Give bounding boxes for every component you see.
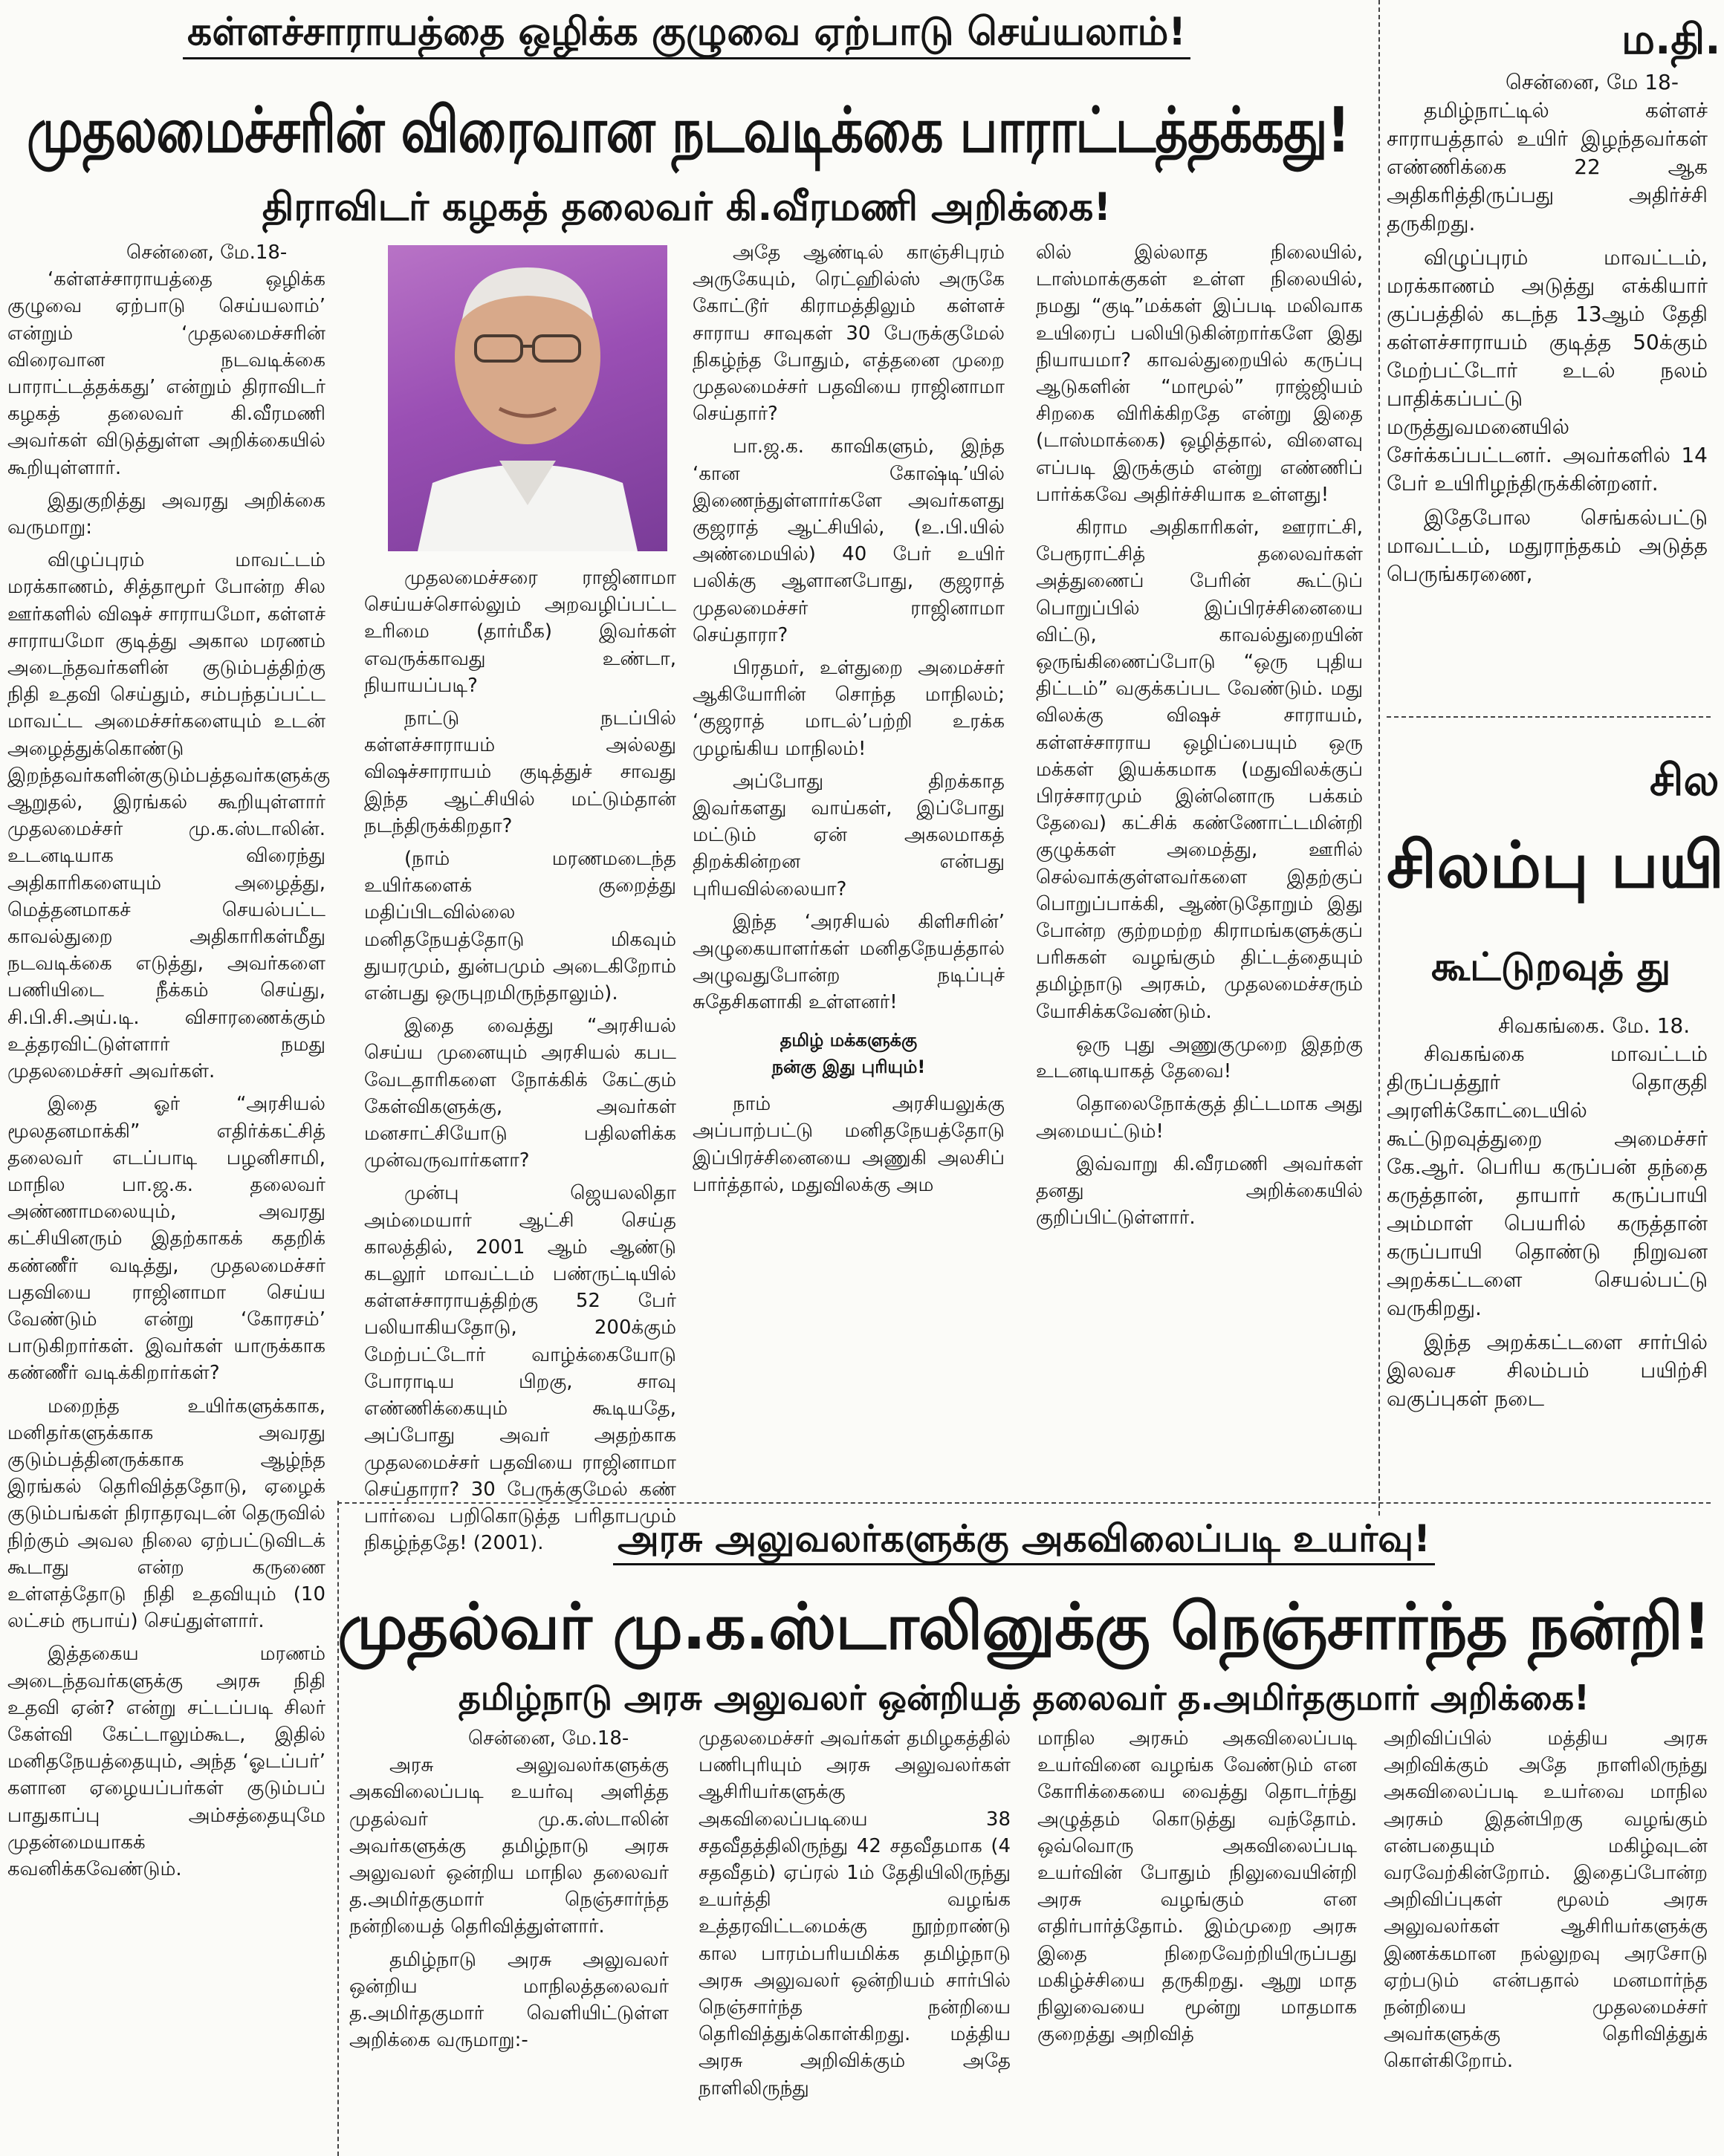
article1-kicker xyxy=(0,6,1373,58)
article1-col3-subhead-line2: நன்கு இது புரியும்! xyxy=(771,1056,926,1077)
article2-col2-para: முதலமைச்சர் அவர்கள் தமிழகத்தில் பணிபுரியும் அரசு அலுவலர்கள் ஆசிரியர்களுக்கு அகவிலைப்படியை 38 சதவீதத்திலிருந்து 42 சதவீதமாக (4 சதவீதம்) ஏப்ரல் 1ம் தேதியிலிருந்து உயர்த்தி வழங்க உத்தரவிட்டமைக்கு நூற்றாண்டு கால பாரம்பரியமிக்க தமிழ்நாடு அரசு அலுவலர் ஒன்றியம் சார்பில் நெஞ்சார்ந்த நன்றியை தெரிவித்துக்கொள்கிறது. மத்திய அரசு அறிவிக்கும் அதே நாளிலிருந்து xyxy=(699,1727,1011,2100)
article1-column-3 xyxy=(693,239,1005,1480)
article2-col1-para: தமிழ்நாடு அரசு அலுவலர் ஒன்றிய மாநிலத்தலைவர் த.அமிர்தகுமார் வெளியிட்டுள்ள அறிக்கை வருமாறு:- xyxy=(349,1948,669,2052)
article1-col4-para: தொலைநோக்குத் திட்டமாக அது அமையட்டும்! xyxy=(1036,1093,1363,1143)
sidebar1-body xyxy=(1387,68,1708,678)
article1-kicker-text: கள்ளச்சாராயத்தை ஒழிக்க குழுவை ஏற்பாடு செய்யலாம்! xyxy=(183,10,1190,59)
article1-col3-subhead xyxy=(693,1027,1005,1080)
sidebar1-para: இதேபோல செங்கல்பட்டு மாவட்டம், மதுராந்தகம் அடுத்த பெருங்கரணை, xyxy=(1387,505,1708,586)
article1-column-1 xyxy=(7,239,331,1880)
article2-col4-para: அறிவிப்பில் மத்திய அரசு அறிவிக்கும் அதே நாளிலிருந்து அகவிலைப்படி உயர்வை மாநில அரசும் இதன்பிறகு வழங்கும் என்பதையும் மகிழ்வுடன் வரவேற்கின்றோம். இதைப்போன்ற அறிவிப்புகள் மூலம் அரசு அலுவலர்கள் ஆசிரியர்களுக்கு இணக்கமான நல்லுறவு அரசோடு ஏற்படும் என்பதால் மனமார்ந்த நன்றியை முதலமைச்சர் அவர்களுக்கு தெரிவித்துக் கொள்கிறோம். xyxy=(1384,1727,1708,2073)
article1-col3-para: பிரதமர், உள்துறை அமைச்சர் ஆகியோரின் சொந்த மாநிலம்; ‘குஜராத் மாடல்’பற்றி உரக்க முழங்கிய மாநிலம்! xyxy=(693,657,1005,760)
portrait-illustration xyxy=(388,245,667,551)
article2-headline: முதல்வர் மு.க.ஸ்டாலினுக்கு நெஞ்சார்ந்த நன்றி! xyxy=(337,1590,1711,1664)
article1-col4-para: கிராம அதிகாரிகள், ஊராட்சி, பேரூராட்சித் தலைவர்கள் அத்துணைப் பேரின் கூட்டுப் பொறுப்பில் இப்பிரச்சினையை விட்டு, காவல்துறையின் ஒருங்கிணைப்போடு “ஒரு புதிய திட்டம்” வகுக்கப்பட வேண்டும். மது விலக்கு விஷச் சாராயம், கள்ளச்சாராய ஒழிப்பையும் ஒரு மக்கள் இயக்கமாக (மதுவிலக்குப் பிரச்சாரமும் இன்னொரு பக்கம் தேவை) கட்சிக் கண்ணோட்டமின்றி குழுக்கள் அமைத்து, ஊரில் செல்வாக்குள்ளவர்களை இதற்குப் பொறுப்பாக்கி, ஆண்டுதோறும் இது போன்ற குற்றமற்ற கிராமங்களுக்குப் பரிசுகள் வழங்கும் திட்டத்தையும் தமிழ்நாடு அரசும், முதலமைச்சரும் யோசிக்கவேண்டும். xyxy=(1036,516,1363,1023)
article2-subhead: தமிழ்நாடு அரசு அலுவலர் ஒன்றியத் தலைவர் த.அமிர்தகுமார் அறிக்கை! xyxy=(458,1678,1590,1718)
sidebar1-para: விழுப்புரம் மாவட்டம், மரக்காணம் அடுத்து எக்கியார் குப்பத்தில் கடந்த 13ஆம் தேதி கள்ளச்சாராயம் குடித்த 50க்கும் மேற்பட்டோர் உடல் நலம் பாதிக்கப்பட்டு மருத்துவமனையில் சேர்க்கப்பட்டனர். அவர்களில் 14 பேர் உயிரிழந்திருக்கின்றனர். xyxy=(1387,245,1708,496)
article2-dateline: சென்னை, மே.18- xyxy=(468,1727,629,1750)
article1-col3-para: இந்த ‘அரசியல் கிளிசரின்’ அழுகையாளர்கள் மனிதநேயத்தால் அழுவதுபோன்ற நடிப்புச் சுதேசிகளாகி உள்ளனர்! xyxy=(693,910,1005,1014)
article1-column-4 xyxy=(1036,239,1363,1480)
article-divider xyxy=(337,1502,1711,1504)
sidebar2-subhead-text: கூட்டுறவுத் து xyxy=(1431,945,1671,990)
article2-column-2 xyxy=(699,1725,1011,2156)
article1-col3-para: நாம் அரசியலுக்கு அப்பாற்பட்டு மனிதநேயத்தோடு இப்பிரச்சினையை அணுகி அலசிப் பார்த்தால், மதுவிலக்கு அம xyxy=(693,1093,1005,1196)
article1-col4-para: ஒரு புது அணுகுமுறை இதற்கு உடனடியாகத் தேவை! xyxy=(1036,1033,1363,1083)
article2-column-4 xyxy=(1384,1725,1708,2156)
sidebar-divider xyxy=(1387,716,1711,718)
sidebar2-subhead xyxy=(1387,938,1711,997)
sidebar2-para: சிவகங்கை மாவட்டம் திருப்பத்தூர் தொகுதி அரளிக்கோட்டையில் கூட்டுறவுத்துறை அமைச்சர் கே.ஆர். பெரிய கருப்பன் தந்தை கருத்தான், தாயார் கருப்பாயி அம்மாள் பெயரில் கருத்தான் கருப்பாயி தொண்டு நிறுவன அறக்கட்டளை செயல்பட்டு வருகிறது. xyxy=(1387,1042,1708,1320)
article2-column-1 xyxy=(349,1725,669,2156)
sidebar2-body xyxy=(1387,1012,1708,1495)
author-photo xyxy=(388,245,667,551)
article1-col2-para: (நாம் மரணமடைந்த உயிர்களைக் குறைத்து மதிப்பிடவில்லை மனிதநேயத்தோடு மிகவும் துயரமும், துன்பமும் அடைகிறோம் என்பது ஒருபுறமிருந்தாலும்). xyxy=(364,848,676,1005)
article1-col4-para: லில் இல்லாத நிலையில், டாஸ்மாக்குகள் உள்ள நிலையில், நமது “குடி”மக்கள் இப்படி மலிவாக உயிரைப் பலியிடுகின்றார்களே இது நியாயமா? காவல்துறையில் கருப்பு ஆடுகளின் “மாமூல்” ராஜ்ஜியம் சிறகை விரிக்கிறதே என்று இதை (டாஸ்மாக்கை) ஒழித்தால், விளைவு எப்படி இருக்கும் என்று எண்ணிப் பார்க்கவே அதிர்ச்சியாக உள்ளது! xyxy=(1036,241,1363,506)
article1-col1-para: இதுகுறித்து அவரது அறிக்கை வருமாறு: xyxy=(7,489,325,539)
column-divider-right xyxy=(1378,0,1380,1516)
article1-col1-para: மறைந்த உயிர்களுக்காக, மனிதர்களுக்காக அவரது குடும்பத்தினருக்காக ஆழ்ந்த இரங்கல் தெரிவித்ததோடு, ஏழைக் குடும்பங்கள் நிராதரவுடன் தெருவில் நிற்கும் அவல நிலை ஏற்பட்டுவிடக் கூடாது என்ற கருணை உள்ளத்தோடு நிதி உதவியும் (10 லட்சம் ரூபாய்) செய்துள்ளார். xyxy=(7,1394,325,1633)
article1-col2-para: நாட்டு நடப்பில் கள்ளச்சாராயம் அல்லது விஷச்சாராயம் குடித்துச் சாவது இந்த ஆட்சியில் மட்டும்தான் நடந்திருக்கிறதா? xyxy=(364,707,676,837)
sidebar2-dateline: சிவகங்கை. மே. 18. xyxy=(1498,1013,1691,1038)
article2-col1-para: அரசு அலுவலர்களுக்கு அகவிலைப்படி உயர்வு அளித்த முதல்வர் மு.க.ஸ்டாலின் அவர்களுக்கு தமிழ்நாடு அரசு அலுவலர் ஒன்றிய மாநில தலைவர் த.அமிர்தகுமார் நெஞ்சார்ந்த நன்றியைத் தெரிவித்துள்ளார். xyxy=(349,1754,669,1938)
article1-col1-para: விழுப்புரம் மாவட்டம் மரக்காணம், சித்தாமூர் போன்ற சில ஊர்களில் விஷச் சாராயமோ, கள்ளச் சாராயமோ குடித்து அகால மரணம் அடைந்தவர்களின் குடும்பத்திற்கு நிதி உதவி செய்தும், சம்பந்தப்பட்ட மாவட்ட அமைச்சர்களையும் உடன் அழைத்துக்கொண்டு இறந்தவர்களின்குடும்பத்தவர்களுக்கு ஆறுதல், இரங்கல் கூறியுள்ளார் முதலமைச்சர் மு.க.ஸ்டாலின். உடனடியாக விரைந்து அதிகாரிகளையும் அழைத்து, மெத்தனமாகச் செயல்பட்ட காவல்துறை அதிகாரிகள்மீது நடவடிக்கை எடுத்து, அவர்களை பணியிடை நீக்கம் செய்து, சி.பி.சி.அய்.டி. விசாரணைக்கும் உத்தரவிட்டுள்ளார் நமது முதலமைச்சர் அவர்கள். xyxy=(7,549,331,1083)
sidebar2-para: இந்த அறக்கட்டளை சார்பில் இலவச சிலம்பம் பயிற்சி வகுப்புகள் நடை xyxy=(1387,1330,1708,1411)
article1-col4-para: இவ்வாறு கி.வீரமணி அவர்கள் தனது அறிக்கையில் குறிப்பிட்டுள்ளார். xyxy=(1036,1152,1363,1230)
sidebar2-kicker: சில xyxy=(1650,755,1720,805)
article2-kicker-text: அரசு அலுவலர்களுக்கு அகவிலைப்படி உயர்வு! xyxy=(613,1517,1435,1565)
article1-column-2 xyxy=(364,565,676,1555)
article2-column-3 xyxy=(1037,1725,1357,2156)
sidebar1-dateline: சென்னை, மே 18- xyxy=(1506,70,1679,94)
sidebar2-headline-text: சிலம்பு பயி xyxy=(1387,828,1724,903)
article1-col3-para: அதே ஆண்டில் காஞ்சிபுரம் அருகேயும், ரெட்ஹில்ஸ் அருகே கோட்டூர் கிராமத்திலும் கள்ளச் சாராய சாவுகள் 30 பேருக்குமேல் நிகழ்ந்த போதும், எத்தனை முறை முதலமைச்சர் பதவியை ராஜினாமா செய்தார்? xyxy=(693,241,1005,426)
article1-col3-para: அப்போது திறக்காத இவர்களது வாய்கள், இப்போது மட்டும் ஏன் அகலமாகத் திறக்கின்றன என்பது புரியவில்லையா? xyxy=(693,770,1005,900)
article1-col3-subhead-line1: தமிழ் மக்களுக்கு xyxy=(780,1029,918,1051)
article1-col1-para: இதை ஓர் “அரசியல் மூலதனமாக்கி” எதிர்க்கட்சித் தலைவர் எடப்பாடி பழனிசாமி, மாநில பா.ஜ.க. தலைவர் அண்ணாமலையும், அவரது கட்சியினரும் இதற்காகக் கதறிக் கண்ணீர் வடித்து, முதலமைச்சர் பதவியை ராஜினாமா செய்ய வேண்டும் என்று ‘கோரசம்’ பாடுகிறார்கள். இவர்கள் யாருக்காக கண்ணீர் வடிக்கிறார்கள்? xyxy=(7,1093,325,1385)
article1-headline: முதலமைச்சரின் விரைவான நடவடிக்கை பாராட்டத்தக்கது! xyxy=(27,94,1350,166)
article1-col2-para: இதை வைத்து “அரசியல் செய்ய முனையும் அரசியல் கபட வேடதாரிகளை நோக்கிக் கேட்கும் கேள்விகளுக்கு, அவர்கள் மனசாட்சியோடு பதிலளிக்க முன்வருவார்களா? xyxy=(364,1015,676,1172)
sidebar1-para: தமிழ்நாட்டில் கள்ளச் சாராயத்தால் உயிர் இழந்தவர்கள் எண்ணிக்கை 22 ஆக அதிகரித்திருப்பது அதிர்ச்சி தருகிறது. xyxy=(1387,98,1708,236)
article1-subhead: திராவிடர் கழகத் தலைவர் கி.வீரமணி அறிக்கை! xyxy=(262,185,1112,230)
article1-dateline: சென்னை, மே.18- xyxy=(126,241,288,264)
article2-kicker xyxy=(337,1513,1711,1565)
article2-col3-para: மாநில அரசும் அகவிலைப்படி உயர்வினை வழங்க வேண்டும் என கோரிக்கையை வைத்து தொடர்ந்து அழுத்தம் கொடுத்து வந்தோம். ஒவ்வொரு அகவிலைப்படி உயர்வின் போதும் நிலுவையின்றி அரசு வழங்கும் என எதிர்பார்த்தோம். இம்முறை அரசு இதை நிறைவேற்றியிருப்பது மகிழ்ச்சியை தருகிறது. ஆறு மாத நிலுவையை மூன்று மாதமாக குறைத்து அறிவித் xyxy=(1037,1727,1357,2046)
article1-col1-para: இத்தகைய மரணம் அடைந்தவர்களுக்கு அரசு நிதி உதவி ஏன்? என்று சட்டப்படி சிலர் கேள்வி கேட்டாலும்கூட, இதில் மனிதநேயத்தையும், அந்த ‘ஓடப்பர்’ களான ஏழையப்பர்கள் குடும்பப் பாதுகாப்பு அம்சத்தையுமே முதன்மையாகக் கவனிக்கவேண்டும். xyxy=(7,1643,325,1880)
sidebar1-title: ம.தி. xyxy=(1621,16,1721,64)
sidebar2-headline xyxy=(1387,817,1724,914)
article1-col1-para: ‘கள்ளச்சாராயத்தை ஒழிக்க குழுவை ஏற்பாடு செய்யலாம்’ என்றும் ‘முதலமைச்சரின் விரைவான நடவடிக்கை பாராட்டத்தக்கது’ என்றும் திராவிடர் கழகத் தலைவர் கி.வீரமணி அவர்கள் விடுத்துள்ள அறிக்கையில் கூறியுள்ளார். xyxy=(7,268,325,479)
article1-col3-para: பா.ஜ.க. காவிகளும், இந்த ‘கான கோஷ்டி’யில் இணைந்துள்ளார்களே அவர்களது குஜராத் ஆட்சியில், (உ.பி.யில் அண்மையில்) 40 பேர் உயிர் பலிக்கு ஆளானபோது, குஜராத் முதலமைச்சர் ராஜினாமா செய்தாரா? xyxy=(693,435,1005,646)
article1-col2-para: முன்பு ஜெயலலிதா அம்மையார் ஆட்சி செய்த காலத்தில், 2001 ஆம் ஆண்டு கடலூர் மாவட்டம் பண்ருட்டியில் கள்ளச்சாராயத்திற்கு 52 பேர் பலியாகியதோடு, 200க்கும் மேற்பட்டோர் வாழ்க்கையோடு போராடிய பிறகு, சாவு எண்ணிக்கையும் கூடியதே, அப்போது அவர் அதற்காக முதலமைச்சர் பதவியை ராஜினாமா செய்தாரா? 30 பேருக்குமேல் கண் பார்வை பறிகொடுத்த பரிதாபமும் நிகழ்ந்ததே! (2001). xyxy=(364,1182,676,1555)
article1-col2-para: முதலமைச்சரை ராஜினாமா செய்யச்சொல்லும் அறவழிப்பட்ட உரிமை (தார்மீக) இவர்கள் எவருக்காவது உண்டா, நியாயப்படி? xyxy=(364,567,676,697)
